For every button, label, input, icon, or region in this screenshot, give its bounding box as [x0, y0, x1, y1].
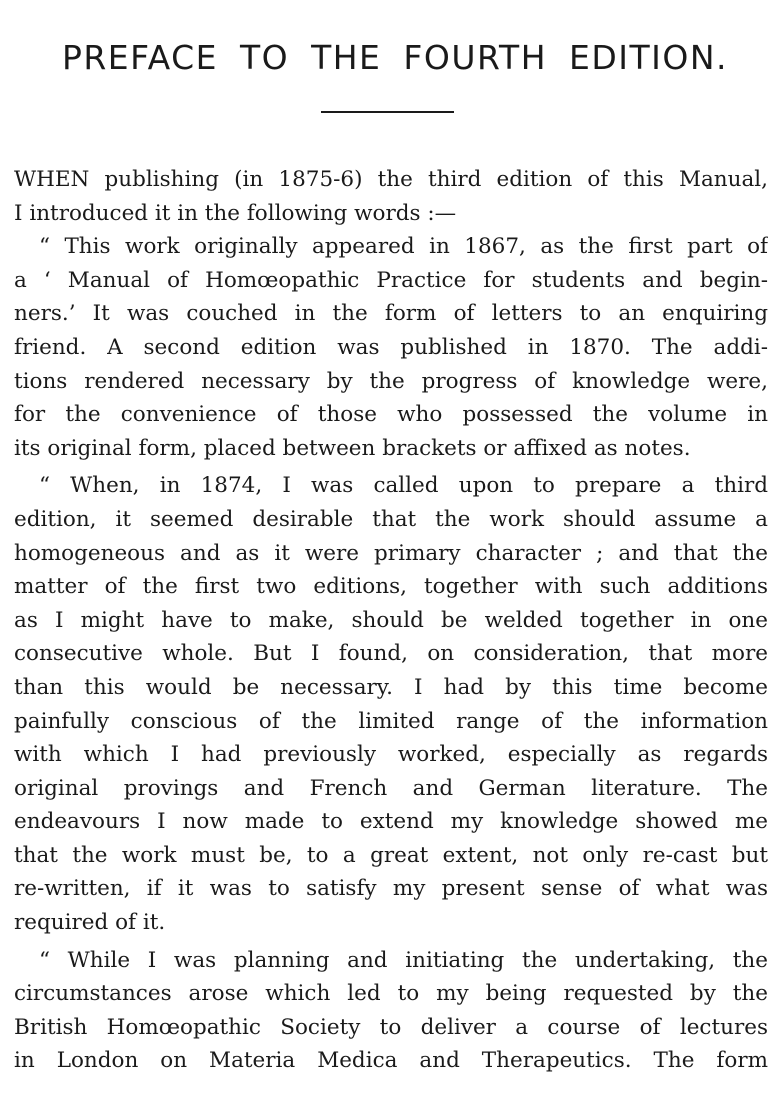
text-line: as I might have to make, should be welded together in one [14, 607, 768, 633]
text-line: I introduced it in the following words :— [14, 200, 457, 226]
text-line: British Homœopathic Society to deliver a course of lectures [14, 1014, 768, 1040]
text-line: re-written, if it was to satisfy my present sense of what was [14, 876, 768, 902]
text-line: homogeneous and as it were primary character ; and that the [14, 540, 768, 566]
text-line: WHEN publishing (in 1875-6) the third edition of this Manual, [14, 167, 768, 192]
text-line: edition, it seemed desirable that the work should assume a [14, 506, 768, 532]
text-line: that the work must be, to a great extent, not only re-cast but [14, 842, 768, 868]
text-line: in London on Materia Medica and Therapeutics. The form [14, 1048, 768, 1074]
text-line: endeavours I now made to extend my knowledge showed me [14, 809, 768, 835]
text-line: “ When, in 1874, I was called upon to prepare a third [39, 473, 768, 499]
text-line: circumstances arose which led to my being requested by the [14, 981, 768, 1007]
text-line: painfully conscious of the limited range of the information [14, 708, 768, 734]
text-line: with which I had previously worked, especially as regards [14, 742, 768, 768]
page-title: PREFACE TO THE FOURTH EDITION. [61, 38, 729, 77]
text-line: “ This work originally appeared in 1867, as the first part of [39, 234, 768, 260]
text-line: than this would be necessary. I had by this time become [14, 674, 768, 700]
text-line: its original form, placed between brackets or affixed as notes. [14, 435, 691, 461]
text-line: original provings and French and German literature. The [14, 775, 768, 801]
text-line: tions rendered necessary by the progress of knowledge were, [14, 368, 768, 394]
text-line: friend. A second edition was published in 1870. The addi- [14, 334, 768, 360]
text-line: ners.’ It was couched in the form of letters to an enquiring [14, 301, 768, 327]
text-line: “ While I was planning and initiating the undertaking, the [39, 947, 768, 973]
text-line: matter of the first two editions, together with such additions [14, 574, 768, 600]
text-line: consecutive whole. But I found, on consideration, that more [14, 641, 768, 667]
title-rule [321, 111, 454, 113]
text-line: required of it. [14, 910, 166, 936]
text-line: a ‘ Manual of Homœopathic Practice for students and begin- [14, 267, 768, 293]
preface-body [14, 163, 768, 1078]
text-line: for the convenience of those who possessed the volume in [14, 402, 768, 428]
